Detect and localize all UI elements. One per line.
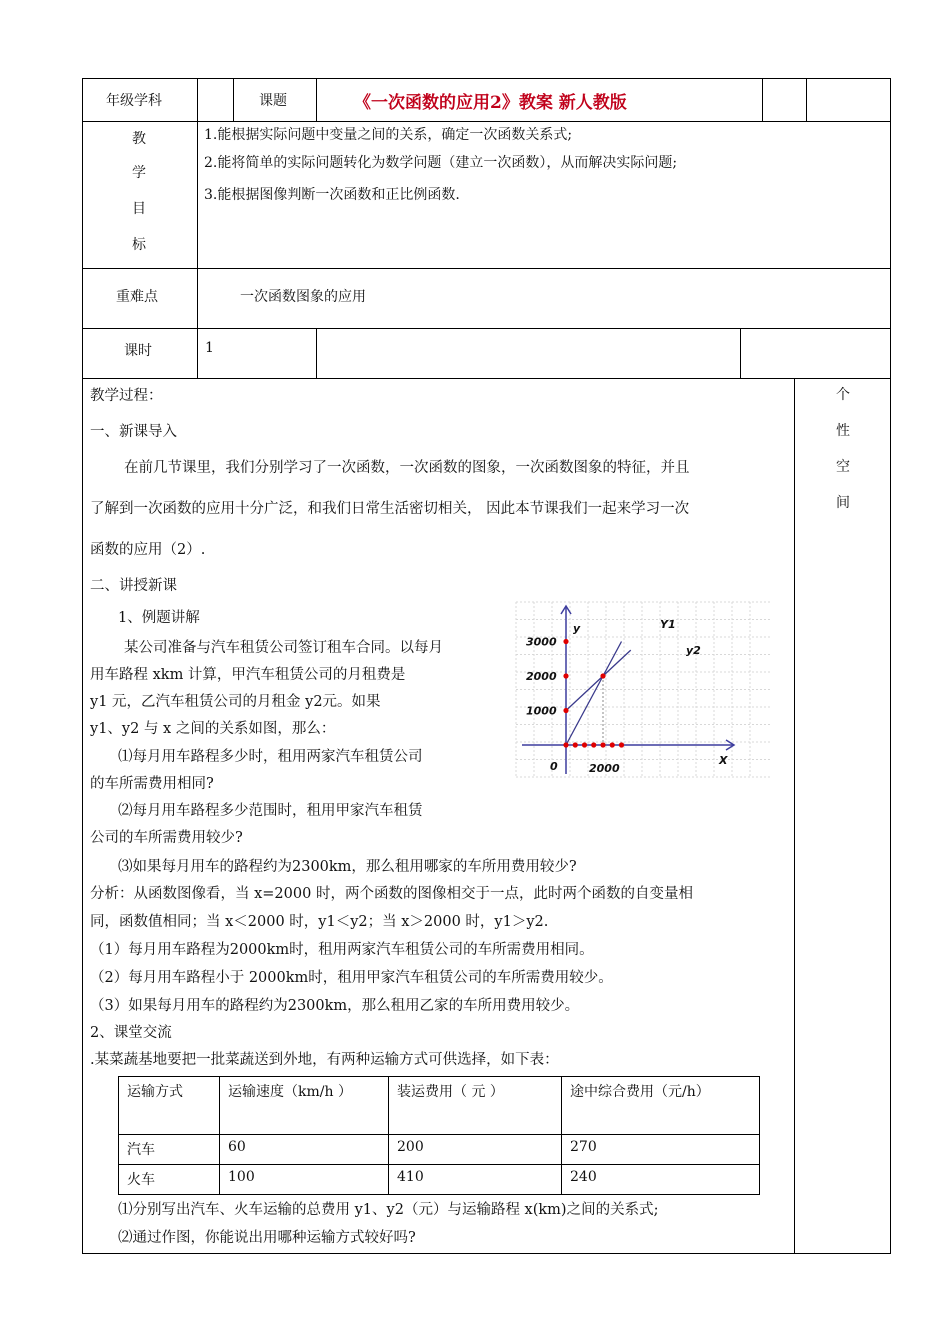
table-cell: 270 xyxy=(562,1135,760,1165)
y-tick-label: 1000 xyxy=(526,704,557,718)
question-line: 的车所需费用相同? xyxy=(90,776,214,792)
exchange-question: ⑵通过作图，你能说出用哪种运输方式较好吗? xyxy=(118,1230,416,1246)
analysis-line: 同，函数值相同；当 x＜2000 时，y1＜y2；当 x＞2000 时，y1＞y2. xyxy=(90,914,549,930)
analysis-line: （2）每月用车路程小于 2000km时，租用甲家汽车租赁公司的车所需费用较少。 xyxy=(90,970,613,986)
table-header-cell: 运输速度（km/h ） xyxy=(220,1077,389,1135)
y-axis-point xyxy=(563,673,568,678)
table-cell: 410 xyxy=(389,1165,562,1195)
origin-label: 0 xyxy=(550,760,558,773)
page-title: 《一次函数的应用2》教案 新人教版 xyxy=(354,93,627,113)
x-axis-point xyxy=(610,742,615,747)
analysis-line: （3）如果每月用车的路程约为2300km，那么租用乙家的车所用费用较少。 xyxy=(90,998,580,1014)
table-border-bottom xyxy=(82,1253,891,1254)
y-axis-point xyxy=(563,708,568,713)
x-axis-point xyxy=(563,742,568,747)
series-label-y2: y2 xyxy=(686,644,701,657)
x-axis-point xyxy=(619,742,624,747)
table-col-divider-hours-2 xyxy=(740,328,741,379)
example-heading: 1、例题讲解 xyxy=(118,610,200,626)
class-hours-label: 课时 xyxy=(124,343,152,359)
intro-line: 了解到一次函数的应用十分广泛，和我们日常生活密切相关， 因此本节课我们一起来学习一次 xyxy=(90,501,690,517)
question-line: ⑶如果每月用车的路程约为2300km，那么租用哪家的车所用费用较少? xyxy=(118,859,577,875)
objectives-label-char: 目 xyxy=(132,201,146,217)
table-col-divider-label xyxy=(197,78,198,378)
topic-label: 课题 xyxy=(259,93,287,109)
side-label-char: 性 xyxy=(836,423,850,439)
objective-item: 1.能根据实际问题中变量之间的关系，确定一次函数关系式; xyxy=(204,127,573,143)
exchange-heading: 2、课堂交流 xyxy=(90,1025,172,1041)
example-line: y1、y2 与 x 之间的关系如图，那么： xyxy=(90,721,336,737)
example-line: 某公司准备与汽车租赁公司签订租车合同。以每月 xyxy=(124,640,443,656)
table-row-divider-4 xyxy=(82,378,891,379)
y-tick-label: 3000 xyxy=(526,635,557,649)
process-heading: 教学过程： xyxy=(90,388,163,404)
table-cell: 240 xyxy=(562,1165,760,1195)
objectives-label-char: 学 xyxy=(132,165,146,181)
table-border-top xyxy=(82,78,891,79)
objectives-label-char: 教 xyxy=(132,131,146,147)
question-line: ⑴每月用车路程多少时，租用两家汽车租赁公司 xyxy=(118,749,423,765)
table-col-divider-3 xyxy=(316,78,317,122)
side-label-char: 个 xyxy=(836,387,850,403)
chart-labels xyxy=(526,618,728,775)
table-border-left xyxy=(82,78,83,1254)
question-line: ⑵每月用车路程多少范围时，租用甲家汽车租赁 xyxy=(118,803,423,819)
table-cell: 100 xyxy=(220,1165,389,1195)
y-axis-label: y xyxy=(573,622,581,635)
section-heading: 一、新课导入 xyxy=(90,424,177,440)
table-row xyxy=(119,1165,760,1195)
table-col-divider-hours-1 xyxy=(316,328,317,379)
y-tick-label: 2000 xyxy=(526,670,557,683)
example-line: 用车路程 xkm 计算，甲汽车租赁公司的月租费是 xyxy=(90,667,406,683)
series-line-y2 xyxy=(566,650,631,710)
intro-line: 函数的应用（2）. xyxy=(90,542,206,558)
table-header-cell: 运输方式 xyxy=(119,1077,220,1135)
chart-grid xyxy=(516,602,770,778)
table-row-divider-3 xyxy=(82,328,891,329)
y-axis-point xyxy=(563,639,568,644)
table-header-cell: 途中综合费用（元/h） xyxy=(562,1077,760,1135)
table-header-cell: 装运费用（ 元 ） xyxy=(389,1077,562,1135)
chart-series xyxy=(566,642,631,746)
table-col-divider-4 xyxy=(762,78,763,122)
table-cell: 60 xyxy=(220,1135,389,1165)
analysis-line: （1）每月用车路程为2000km时，租用两家汽车租赁公司的车所需费用相同。 xyxy=(90,942,594,958)
side-label-char: 间 xyxy=(836,495,850,511)
side-label-char: 空 xyxy=(836,459,850,475)
objective-item: 2.能将简单的实际问题转化为数学问题（建立一次函数），从而解决实际问题; xyxy=(204,155,678,171)
table-row xyxy=(119,1135,760,1165)
example-line: y1 元，乙汽车租赁公司的月租金 y2元。如果 xyxy=(90,694,381,710)
table-cell: 汽车 xyxy=(119,1135,220,1165)
x-axis-point xyxy=(591,742,596,747)
objective-item: 3.能根据图像判断一次函数和正比例函数. xyxy=(204,187,460,203)
table-cell: 火车 xyxy=(119,1165,220,1195)
x-axis-point xyxy=(600,742,605,747)
table-row xyxy=(119,1077,760,1135)
x-tick-label: 2000 xyxy=(589,762,620,775)
exchange-intro: .某菜蔬基地要把一批菜蔬送到外地，有两种运输方式可供选择，如下表： xyxy=(90,1052,559,1068)
series-line-y1 xyxy=(566,642,622,746)
table-col-divider-2 xyxy=(233,78,234,122)
x-axis-point xyxy=(582,742,587,747)
intro-line: 在前几节课里，我们分别学习了一次函数，一次函数的图象，一次函数图象的特征，并且 xyxy=(124,460,690,476)
objectives-label-char: 标 xyxy=(132,237,146,253)
key-points-value: 一次函数图象的应用 xyxy=(240,289,366,305)
x-axis-label: X xyxy=(719,754,728,767)
analysis-line: 分析：从函数图像看，当 x=2000 时，两个函数的图像相交于一点，此时两个函数的自变量相 xyxy=(90,886,693,902)
question-line: 公司的车所需费用较少? xyxy=(90,830,243,846)
intersection-point xyxy=(600,673,605,678)
table-cell: 200 xyxy=(389,1135,562,1165)
exchange-question: ⑴分别写出汽车、火车运输的总费用 y1、y2（元）与运输路程 x(km)之间的关系式; xyxy=(118,1202,659,1218)
key-points-label: 重难点 xyxy=(116,289,158,305)
grade-subject-label: 年级学科 xyxy=(106,93,162,109)
table-row-divider-2 xyxy=(82,268,891,269)
cost-comparison-chart xyxy=(512,598,774,782)
table-col-divider-side xyxy=(794,378,795,1254)
x-axis-point xyxy=(573,742,578,747)
table-col-divider-5 xyxy=(806,78,807,122)
table-border-right xyxy=(890,78,891,1254)
class-hours-value: 1 xyxy=(205,340,214,356)
transport-table xyxy=(118,1076,760,1195)
section-heading: 二、讲授新课 xyxy=(90,578,177,594)
table-row-divider-1 xyxy=(82,121,891,122)
series-label-y1: Y1 xyxy=(660,618,676,631)
